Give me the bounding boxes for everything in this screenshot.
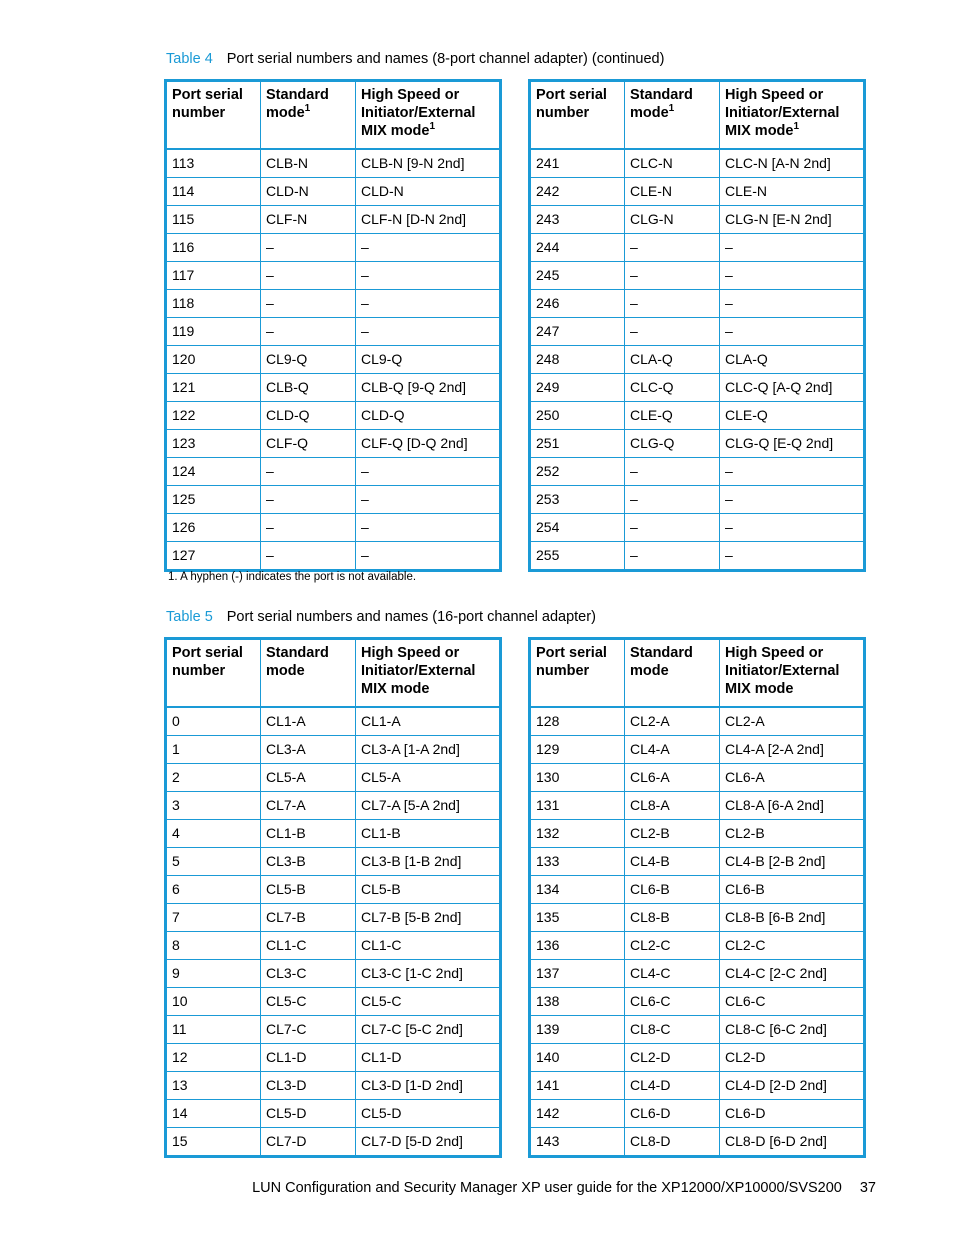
cell-high-speed-mode: CL2-C (720, 932, 865, 960)
table-row (166, 1100, 501, 1128)
table-row (166, 1128, 501, 1157)
cell-standard-mode: – (625, 290, 720, 318)
table-row (166, 904, 501, 932)
table-row (166, 736, 501, 764)
cell-standard-mode: CL2-B (625, 820, 720, 848)
table-header-row (530, 81, 865, 150)
cell-standard-mode: CL8-D (625, 1128, 720, 1157)
cell-port-serial: 253 (530, 486, 625, 514)
cell-standard-mode: – (261, 262, 356, 290)
page-number: 37 (859, 1180, 876, 1196)
cell-standard-mode: CL5-C (261, 988, 356, 1016)
cell-standard-mode: – (261, 542, 356, 571)
cell-high-speed-mode: CL4-D [2-D 2nd] (720, 1072, 865, 1100)
cell-standard-mode: – (625, 234, 720, 262)
cell-standard-mode: CL5-A (261, 764, 356, 792)
cell-high-speed-mode: CL7-A [5-A 2nd] (356, 792, 501, 820)
table-row (166, 542, 501, 571)
cell-high-speed-mode: CL4-B [2-B 2nd] (720, 848, 865, 876)
table4-caption (166, 51, 664, 67)
cell-port-serial: 135 (530, 904, 625, 932)
cell-high-speed-mode: CL5-B (356, 876, 501, 904)
cell-high-speed-mode: CL6-C (720, 988, 865, 1016)
cell-standard-mode: CL6-D (625, 1100, 720, 1128)
cell-standard-mode: CL7-D (261, 1128, 356, 1157)
cell-high-speed-mode: – (356, 542, 501, 571)
table-row (530, 318, 865, 346)
cell-standard-mode: CLD-Q (261, 402, 356, 430)
table-row (166, 1072, 501, 1100)
table-row (166, 1016, 501, 1044)
header-high-speed-mode: High Speed or Initiator/External MIX mode$^1$ (356, 81, 501, 150)
cell-standard-mode: CLG-Q (625, 430, 720, 458)
header-port-serial: Port serial number (166, 81, 261, 150)
cell-high-speed-mode: – (356, 290, 501, 318)
cell-high-speed-mode: CLG-Q [E-Q 2nd] (720, 430, 865, 458)
cell-port-serial: 127 (166, 542, 261, 571)
cell-high-speed-mode: CL8-B [6-B 2nd] (720, 904, 865, 932)
cell-standard-mode: CLA-Q (625, 346, 720, 374)
cell-port-serial: 254 (530, 514, 625, 542)
cell-high-speed-mode: – (356, 318, 501, 346)
table-row (166, 932, 501, 960)
cell-standard-mode: CL3-C (261, 960, 356, 988)
cell-high-speed-mode: – (356, 234, 501, 262)
cell-standard-mode: CL8-B (625, 904, 720, 932)
cell-high-speed-mode: CLC-N [A-N 2nd] (720, 149, 865, 178)
cell-high-speed-mode: – (720, 486, 865, 514)
table-row (530, 486, 865, 514)
table-row (530, 290, 865, 318)
table5-right (528, 637, 866, 1158)
cell-port-serial: 12 (166, 1044, 261, 1072)
cell-high-speed-mode: CL2-A (720, 707, 865, 736)
cell-port-serial: 137 (530, 960, 625, 988)
cell-high-speed-mode: – (356, 514, 501, 542)
cell-standard-mode: – (261, 458, 356, 486)
cell-standard-mode: CLD-N (261, 178, 356, 206)
cell-port-serial: 139 (530, 1016, 625, 1044)
cell-standard-mode: – (261, 486, 356, 514)
footnote-marker: 1 (429, 121, 436, 133)
cell-port-serial: 11 (166, 1016, 261, 1044)
cell-port-serial: 124 (166, 458, 261, 486)
table-row (166, 402, 501, 430)
table-row (530, 960, 865, 988)
table-row (166, 988, 501, 1016)
table-row (530, 876, 865, 904)
table-row (530, 262, 865, 290)
footer-title: LUN Configuration and Security Manager XP user guide for the XP12000/XP10000/SVS200 (252, 1180, 842, 1196)
cell-port-serial: 9 (166, 960, 261, 988)
table-row (166, 1044, 501, 1072)
cell-standard-mode: – (625, 542, 720, 571)
cell-standard-mode: CLE-N (625, 178, 720, 206)
cell-high-speed-mode: CLD-Q (356, 402, 501, 430)
cell-standard-mode: CL4-A (625, 736, 720, 764)
table-row (530, 514, 865, 542)
cell-port-serial: 141 (530, 1072, 625, 1100)
cell-standard-mode: CL1-C (261, 932, 356, 960)
cell-high-speed-mode: CL7-D [5-D 2nd] (356, 1128, 501, 1157)
cell-high-speed-mode: CL8-D [6-D 2nd] (720, 1128, 865, 1157)
cell-port-serial: 247 (530, 318, 625, 346)
cell-high-speed-mode: CLA-Q (720, 346, 865, 374)
table-row (166, 178, 501, 206)
table4-title: Port serial numbers and names (8-port channel adapter) (continued) (226, 51, 665, 67)
cell-port-serial: 115 (166, 206, 261, 234)
table4-footnote: 1. A hyphen (-) indicates the port is not available. (168, 571, 417, 583)
cell-port-serial: 249 (530, 374, 625, 402)
header-port-serial: Port serial number (530, 639, 625, 708)
cell-standard-mode: – (625, 486, 720, 514)
cell-high-speed-mode: CLB-Q [9-Q 2nd] (356, 374, 501, 402)
table5-label: Table 5 (166, 609, 213, 625)
table4-left (164, 79, 502, 572)
cell-high-speed-mode: CL3-A [1-A 2nd] (356, 736, 501, 764)
table-row (530, 820, 865, 848)
cell-port-serial: 114 (166, 178, 261, 206)
cell-standard-mode: CL9-Q (261, 346, 356, 374)
cell-port-serial: 130 (530, 764, 625, 792)
cell-port-serial: 143 (530, 1128, 625, 1157)
cell-high-speed-mode: CL1-A (356, 707, 501, 736)
cell-port-serial: 121 (166, 374, 261, 402)
cell-port-serial: 132 (530, 820, 625, 848)
cell-high-speed-mode: CLG-N [E-N 2nd] (720, 206, 865, 234)
cell-standard-mode: CLF-Q (261, 430, 356, 458)
cell-standard-mode: CL8-A (625, 792, 720, 820)
cell-high-speed-mode: CL8-C [6-C 2nd] (720, 1016, 865, 1044)
cell-standard-mode: CL7-C (261, 1016, 356, 1044)
table-row (166, 707, 501, 736)
cell-standard-mode: CL3-D (261, 1072, 356, 1100)
cell-port-serial: 2 (166, 764, 261, 792)
cell-high-speed-mode: CL6-B (720, 876, 865, 904)
cell-port-serial: 120 (166, 346, 261, 374)
header-port-serial: Port serial number (530, 81, 625, 150)
table-row (530, 346, 865, 374)
cell-high-speed-mode: – (720, 542, 865, 571)
header-high-speed-mode: High Speed or Initiator/External MIX mode (720, 639, 865, 708)
table-header-row (166, 639, 501, 708)
cell-port-serial: 119 (166, 318, 261, 346)
cell-high-speed-mode: CL3-B [1-B 2nd] (356, 848, 501, 876)
cell-standard-mode: CL4-D (625, 1072, 720, 1100)
cell-high-speed-mode: CL7-B [5-B 2nd] (356, 904, 501, 932)
table-row (530, 149, 865, 178)
table-row (530, 848, 865, 876)
cell-port-serial: 0 (166, 707, 261, 736)
cell-high-speed-mode: – (720, 262, 865, 290)
cell-high-speed-mode: CL3-D [1-D 2nd] (356, 1072, 501, 1100)
cell-standard-mode: CL3-B (261, 848, 356, 876)
cell-standard-mode: – (625, 262, 720, 290)
table-row (166, 764, 501, 792)
cell-port-serial: 250 (530, 402, 625, 430)
cell-standard-mode: CLE-Q (625, 402, 720, 430)
cell-standard-mode: CL4-C (625, 960, 720, 988)
cell-port-serial: 129 (530, 736, 625, 764)
cell-port-serial: 117 (166, 262, 261, 290)
cell-standard-mode: – (625, 458, 720, 486)
cell-port-serial: 140 (530, 1044, 625, 1072)
table-row (166, 262, 501, 290)
table4-right (528, 79, 866, 572)
table-row (530, 1016, 865, 1044)
header-high-speed-mode: High Speed or Initiator/External MIX mode (356, 639, 501, 708)
cell-port-serial: 116 (166, 234, 261, 262)
cell-port-serial: 138 (530, 988, 625, 1016)
cell-standard-mode: CL1-D (261, 1044, 356, 1072)
cell-high-speed-mode: CL7-C [5-C 2nd] (356, 1016, 501, 1044)
table-row (530, 1100, 865, 1128)
cell-high-speed-mode: CL6-D (720, 1100, 865, 1128)
cell-port-serial: 4 (166, 820, 261, 848)
cell-port-serial: 8 (166, 932, 261, 960)
table-row (530, 542, 865, 571)
table-row (166, 206, 501, 234)
cell-high-speed-mode: – (720, 318, 865, 346)
cell-standard-mode: CLF-N (261, 206, 356, 234)
cell-port-serial: 5 (166, 848, 261, 876)
cell-port-serial: 131 (530, 792, 625, 820)
table-row (166, 960, 501, 988)
cell-standard-mode: – (261, 318, 356, 346)
cell-port-serial: 15 (166, 1128, 261, 1157)
footnote-marker: 1 (304, 103, 311, 115)
cell-port-serial: 248 (530, 346, 625, 374)
table5-title: Port serial numbers and names (16-port channel adapter) (226, 609, 596, 625)
cell-high-speed-mode: CL1-C (356, 932, 501, 960)
cell-port-serial: 244 (530, 234, 625, 262)
cell-port-serial: 1 (166, 736, 261, 764)
cell-high-speed-mode: CLF-N [D-N 2nd] (356, 206, 501, 234)
table-row (530, 374, 865, 402)
cell-port-serial: 243 (530, 206, 625, 234)
table-row (166, 514, 501, 542)
cell-high-speed-mode: CL5-A (356, 764, 501, 792)
cell-standard-mode: CL1-A (261, 707, 356, 736)
table5-left (164, 637, 502, 1158)
table-row (166, 318, 501, 346)
cell-port-serial: 242 (530, 178, 625, 206)
cell-port-serial: 7 (166, 904, 261, 932)
table-row (166, 234, 501, 262)
cell-high-speed-mode: – (720, 514, 865, 542)
header-port-serial: Port serial number (166, 639, 261, 708)
cell-high-speed-mode: CL5-D (356, 1100, 501, 1128)
cell-high-speed-mode: CL3-C [1-C 2nd] (356, 960, 501, 988)
table-row (166, 848, 501, 876)
cell-standard-mode: CL7-B (261, 904, 356, 932)
cell-standard-mode: CLC-Q (625, 374, 720, 402)
cell-port-serial: 125 (166, 486, 261, 514)
cell-port-serial: 255 (530, 542, 625, 571)
cell-standard-mode: – (625, 514, 720, 542)
table-row (530, 402, 865, 430)
header-standard-mode: Standard mode$^1$ (261, 81, 356, 150)
cell-port-serial: 246 (530, 290, 625, 318)
cell-port-serial: 6 (166, 876, 261, 904)
cell-standard-mode: – (261, 234, 356, 262)
cell-standard-mode: CL5-D (261, 1100, 356, 1128)
table-row (530, 178, 865, 206)
table-header-row (530, 639, 865, 708)
table-row (166, 346, 501, 374)
cell-high-speed-mode: CL9-Q (356, 346, 501, 374)
cell-high-speed-mode: – (356, 486, 501, 514)
cell-standard-mode: – (261, 290, 356, 318)
cell-port-serial: 14 (166, 1100, 261, 1128)
cell-port-serial: 3 (166, 792, 261, 820)
cell-standard-mode: – (625, 318, 720, 346)
table-row (166, 374, 501, 402)
cell-port-serial: 113 (166, 149, 261, 178)
cell-high-speed-mode: – (720, 458, 865, 486)
cell-standard-mode: CLB-N (261, 149, 356, 178)
header-standard-mode: Standard mode (625, 639, 720, 708)
table-row (530, 736, 865, 764)
cell-high-speed-mode: CLB-N [9-N 2nd] (356, 149, 501, 178)
cell-high-speed-mode: CL2-D (720, 1044, 865, 1072)
header-high-speed-mode: High Speed or Initiator/External MIX mode$^1$ (720, 81, 865, 150)
cell-standard-mode: CLB-Q (261, 374, 356, 402)
cell-high-speed-mode: CLD-N (356, 178, 501, 206)
cell-high-speed-mode: – (720, 234, 865, 262)
cell-high-speed-mode: – (720, 290, 865, 318)
cell-standard-mode: CL2-C (625, 932, 720, 960)
cell-port-serial: 118 (166, 290, 261, 318)
cell-standard-mode: CL5-B (261, 876, 356, 904)
cell-high-speed-mode: CLF-Q [D-Q 2nd] (356, 430, 501, 458)
cell-standard-mode: CL4-B (625, 848, 720, 876)
table-row (530, 904, 865, 932)
cell-high-speed-mode: CL5-C (356, 988, 501, 1016)
cell-high-speed-mode: CL1-B (356, 820, 501, 848)
page-footer (252, 1180, 876, 1196)
cell-standard-mode: CL6-C (625, 988, 720, 1016)
cell-standard-mode: – (261, 514, 356, 542)
table-row (166, 486, 501, 514)
cell-standard-mode: CL6-B (625, 876, 720, 904)
cell-standard-mode: CLG-N (625, 206, 720, 234)
header-standard-mode: Standard mode$^1$ (625, 81, 720, 150)
cell-high-speed-mode: CL4-C [2-C 2nd] (720, 960, 865, 988)
table-row (166, 458, 501, 486)
table-row (530, 707, 865, 736)
table-row (166, 820, 501, 848)
cell-high-speed-mode: CLE-Q (720, 402, 865, 430)
cell-standard-mode: CL6-A (625, 764, 720, 792)
cell-high-speed-mode: CL6-A (720, 764, 865, 792)
table-row (530, 234, 865, 262)
cell-port-serial: 251 (530, 430, 625, 458)
table4-label: Table 4 (166, 51, 213, 67)
cell-standard-mode: CL8-C (625, 1016, 720, 1044)
cell-standard-mode: CL1-B (261, 820, 356, 848)
header-standard-mode: Standard mode (261, 639, 356, 708)
cell-high-speed-mode: CLC-Q [A-Q 2nd] (720, 374, 865, 402)
cell-high-speed-mode: CL1-D (356, 1044, 501, 1072)
table-row (530, 764, 865, 792)
cell-standard-mode: CL3-A (261, 736, 356, 764)
cell-high-speed-mode: CL4-A [2-A 2nd] (720, 736, 865, 764)
cell-port-serial: 128 (530, 707, 625, 736)
table-row (530, 206, 865, 234)
table-row (530, 1044, 865, 1072)
cell-standard-mode: CL2-A (625, 707, 720, 736)
table-header-row (166, 81, 501, 150)
cell-port-serial: 136 (530, 932, 625, 960)
table-row (166, 430, 501, 458)
table-row (166, 792, 501, 820)
cell-port-serial: 13 (166, 1072, 261, 1100)
table-row (530, 430, 865, 458)
cell-port-serial: 241 (530, 149, 625, 178)
table5-caption (166, 609, 596, 625)
cell-port-serial: 245 (530, 262, 625, 290)
cell-high-speed-mode: CL2-B (720, 820, 865, 848)
table-row (530, 1072, 865, 1100)
cell-high-speed-mode: CL8-A [6-A 2nd] (720, 792, 865, 820)
cell-port-serial: 133 (530, 848, 625, 876)
cell-port-serial: 142 (530, 1100, 625, 1128)
table-row (530, 988, 865, 1016)
cell-standard-mode: CL2-D (625, 1044, 720, 1072)
table-row (530, 932, 865, 960)
footnote-marker: 1 (668, 103, 675, 115)
cell-port-serial: 134 (530, 876, 625, 904)
cell-standard-mode: CLC-N (625, 149, 720, 178)
table-row (166, 290, 501, 318)
cell-port-serial: 126 (166, 514, 261, 542)
table-row (530, 458, 865, 486)
cell-port-serial: 123 (166, 430, 261, 458)
cell-high-speed-mode: – (356, 458, 501, 486)
cell-port-serial: 252 (530, 458, 625, 486)
cell-high-speed-mode: CLE-N (720, 178, 865, 206)
cell-port-serial: 10 (166, 988, 261, 1016)
cell-port-serial: 122 (166, 402, 261, 430)
cell-high-speed-mode: – (356, 262, 501, 290)
table-row (530, 1128, 865, 1157)
table-row (530, 792, 865, 820)
table-row (166, 149, 501, 178)
footnote-marker: 1 (793, 121, 800, 133)
table-row (166, 876, 501, 904)
cell-standard-mode: CL7-A (261, 792, 356, 820)
